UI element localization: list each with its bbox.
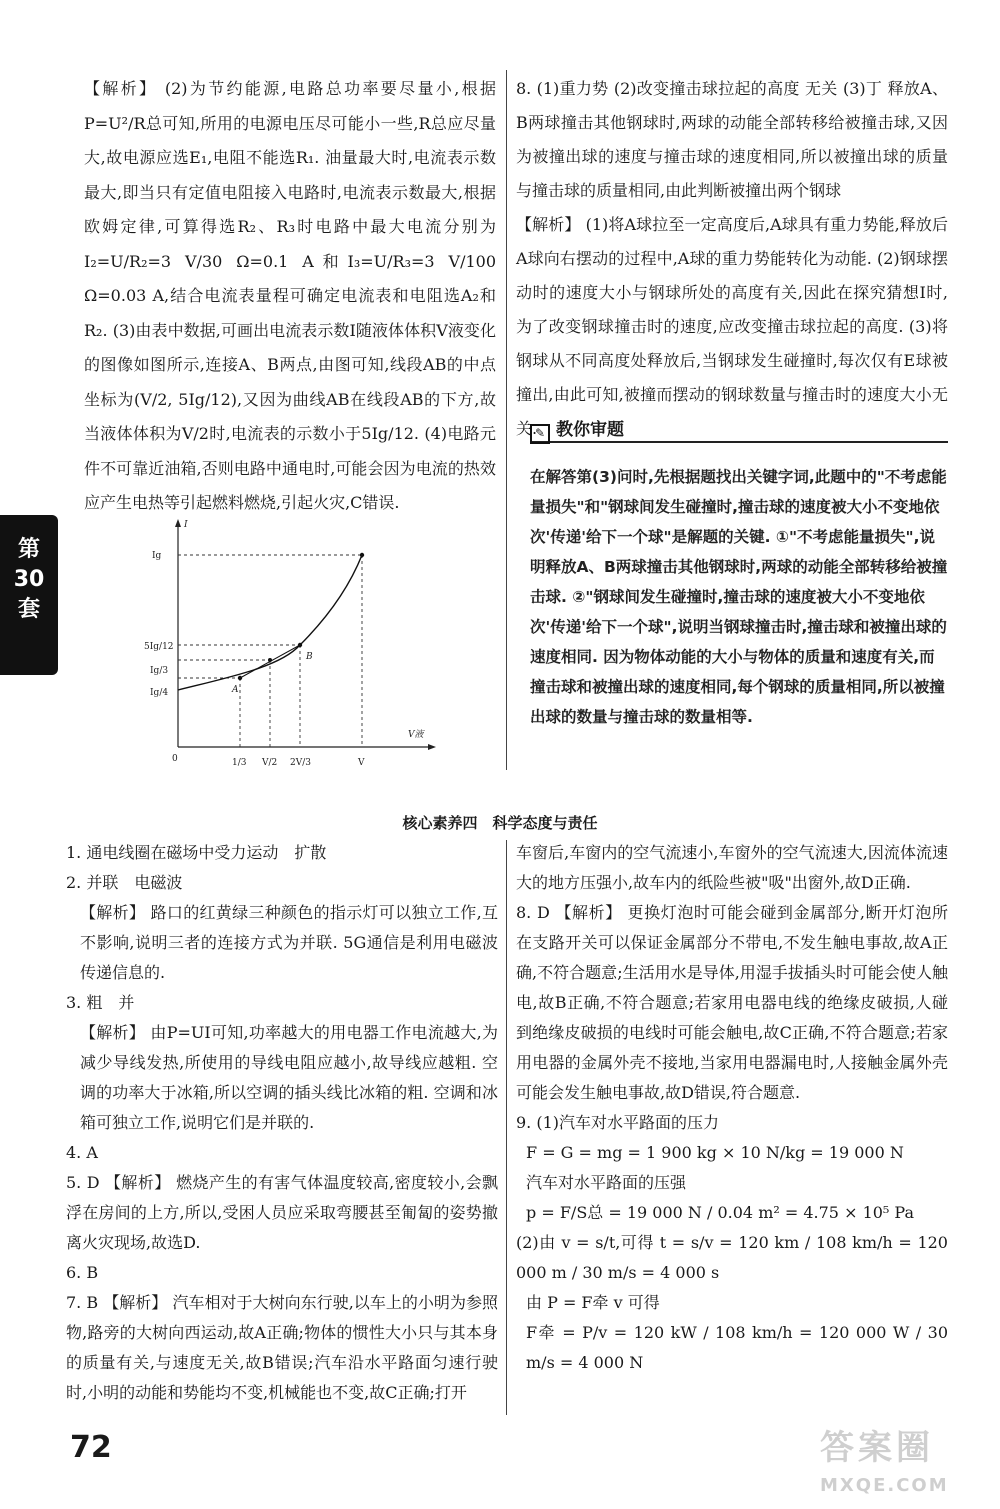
right-bottom-column [516, 838, 948, 1378]
answer-2-analysis: 【解析】 路口的红黄绿三种颜色的指示灯可以独立工作,互不影响,说明三者的连接方式为并联. 5G通信是利用电磁波传递信息的. [80, 903, 498, 982]
x-tick-2v3: 2V/3 [290, 758, 311, 768]
x-tick-v: V [358, 758, 365, 768]
x-axis-arrow [428, 744, 436, 750]
watermark-line1: 答案圈 [820, 1428, 934, 1468]
answer-8: 8. D 【解析】 更换灯泡时可能会碰到金属部分,断开灯泡所在支路开关可以保证金属部分不带电,不发生触电事故,故A正确,不符合题意;生活用水是导体,用湿手拔插头时可能会使人触电,故B正确,不符合题意;若家用电器电线的绝缘皮破损,人碰到绝缘皮破损的电线时可能会触电,故C正确,不符合题意;若家用电器的金属外壳不接地,当家用电器漏电时,人接触金属外壳可能会发生触电事故,故D错误,符合题意. [516, 903, 948, 1102]
answer-3-analysis: 【解析】 由P=UI可知,功率越大的用电器工作电流越大,为减少导线发热,所使用的导线电阻应越小,故导线应越粗. 空调的功率大于冰箱,所以空调的插头线比冰箱的粗. 空调和冰箱可独立工作,说明它们是并联的. [80, 1023, 498, 1132]
section-title: 核心素养四 科学态度与责任 [402, 814, 598, 832]
answer-3: 3. 粗 并 [66, 993, 135, 1012]
answer-1: 1. 通电线圈在磁场中受力运动 扩散 [66, 843, 327, 862]
answer-2: 2. 并联 电磁波 [66, 873, 183, 892]
y-tick-5ig12: 5Ig/12 [144, 642, 174, 652]
set-number-tab [0, 515, 58, 675]
x-tick-1-3: 1/3 [232, 758, 247, 768]
page-number: 72 [70, 1430, 112, 1465]
current-volume-graph [140, 515, 440, 780]
site-watermark [820, 1420, 990, 1500]
y-tick-ig4: Ig/4 [150, 688, 169, 698]
answer-4: 4. A [66, 1143, 98, 1162]
q8-answer: 8. (1)重力势 (2)改变撞击球拉起的高度 无关 (3)丁 释放A、B两球撞击其他钢球时,两球的动能全部转移给被撞击球,又因为被撞出球的速度与撞击球的速度相同,所以被撞出球的质量与撞击球的质量相同,由此判断被撞出两个钢球 [516, 79, 948, 200]
column-divider-top [506, 70, 507, 770]
teach-review-header [530, 415, 948, 443]
left-bottom-column [66, 838, 498, 1408]
pressure-label: 汽车对水平路面的压强 [526, 1173, 687, 1192]
answer-7: 7. B 【解析】 汽车相对于大树向东行驶,以车上的小明为参照物,路旁的大树向西运动,故A正确;物体的惯性大小只与其本身的质量有关,与速度无关,故B错误;汽车沿水平路面匀速行驶时,小明的动能和势能均不变,机械能也不变,故C正确;打开 [66, 1293, 498, 1402]
answer-7-continued: 车窗后,车窗内的空气流速小,车窗外的空气流速大,因流体流速大的地方压强小,故车内的纸险些被"吸"出窗外,故D正确. [516, 843, 948, 892]
left-top-column [84, 72, 496, 521]
column-divider-bottom [506, 840, 507, 1415]
y-axis-arrow [175, 519, 181, 527]
answer-9-part2: (2)由 v = s/t,可得 t = s/v = 120 km / 108 km/h = 120 000 m / 30 m/s = 4 000 s [516, 1233, 948, 1282]
formula-traction: F牵 = P/v = 120 kW / 108 km/h = 120 000 W / 30 m/s = 4 000 N [526, 1323, 948, 1372]
formula-pressure: p = F/S总 = 19 000 N / 0.04 m² = 4.75 × 10⁵ Pa [526, 1203, 915, 1222]
current-curve [178, 555, 362, 690]
q8-analysis: 【解析】 (1)将A球拉至一定高度后,A球具有重力势能,释放后A球向右摆动的过程中,A球的重力势能转化为动能. (2)钢球摆动时的速度大小与钢球所处的高度有关,因此在探究猜想Ⅰ时,为了改变钢球撞击时的速度,应改变撞击球拉起的高度. (3)将钢球从不同高度处释放后,当钢球发生碰撞时,每次仅有E球被撞出,由此可知,被撞而摆动的钢球数量与撞击时的速度大小无关. [516, 215, 948, 438]
teach-review-body: 在解答第(3)问时,先根据题找出关键字词,此题中的"不考虑能量损失"和"钢球间发生碰撞时,撞击球的速度被大小不变地依次'传递'给下一个球"是解题的关键. ①"不考虑能量损失",说明释放A、B两球撞击其他钢球时,两球的动能全部转移给被撞击球. ②"钢球间发生碰撞时,撞击球的速度被大小不变地依次'传递'给下一个球",说明当钢球撞击时,撞击球和被撞出球的速度相同. 因为物体动能的大小与物体的质量和速度有关,而撞击球和被撞出球的速度相同,每个钢球的质量相同,所以被撞出球的数量与撞击球的数量相等. [530, 468, 948, 726]
answer-6: 6. B [66, 1263, 99, 1282]
formula-force: F = G = mg = 1 900 kg × 10 N/kg = 19 000 N [526, 1143, 904, 1162]
y-tick-ig3: Ig/3 [150, 666, 169, 676]
tab-char-1: 第 [17, 537, 40, 562]
origin-label: 0 [172, 754, 178, 764]
right-top-column [516, 72, 948, 446]
answer-9-part1: 9. (1)汽车对水平路面的压力 [516, 1113, 720, 1132]
x-axis-label: V液 [408, 730, 424, 740]
teach-review-title: 教你审题 [556, 420, 624, 440]
tab-char-2: 30 [13, 567, 45, 592]
answer-5: 5. D 【解析】 燃烧产生的有害气体温度较高,密度较小,会飘浮在房间的上方,所以,受困人员应采取弯腰甚至匍匐的姿势撤离火灾现场,故选D. [66, 1173, 498, 1252]
point-a-label: A [232, 685, 239, 695]
power-label: 由 P = F牵 v 可得 [526, 1293, 660, 1312]
y-tick-ig: Ig [152, 551, 162, 561]
x-tick-v2: V/2 [262, 758, 278, 768]
point-b-label: B [306, 652, 313, 662]
analysis-q7-text: 【解析】 (2)为节约能源,电路总功率要尽量小,根据P=U²/R总可知,所用的电源电压尽可能小一些,R总应尽量大,故电源应选E₁,电阻不能选R₁. 油量最大时,电流表示数最大,即当只有定值电阻接入电路时,电流表示数最大,根据欧姆定律,可算得选R₂、R₃时电路中最大电流分别为I₂=U/R₂=3 V/30 Ω=0.1 A和I₃=U/R₃=3 V/100 Ω=0.03 A,结合电流表量程可确定电流表和电阻选A₂和R₂. (3)由表中数据,可画出电流表示数I随液体体积V液变化的图像如图所示,连接A、B两点,由图可知,线段AB的中点坐标为(V/2, 5Ig/12),又因为曲线AB在线段AB的下方,故当液体体积为V/2时,电流表的示数小于5Ig/12. (4)电路元件不可靠近油箱,否则电路中通电时,可能会因为电流的热效应产生电热等引起燃料燃烧,引起火灾,C错误. [84, 79, 496, 512]
tab-char-3: 套 [17, 597, 40, 622]
watermark-line2: MXQE.COM [820, 1475, 949, 1496]
pencil-icon: ✎ [530, 424, 550, 444]
y-axis-label: I [184, 520, 188, 530]
